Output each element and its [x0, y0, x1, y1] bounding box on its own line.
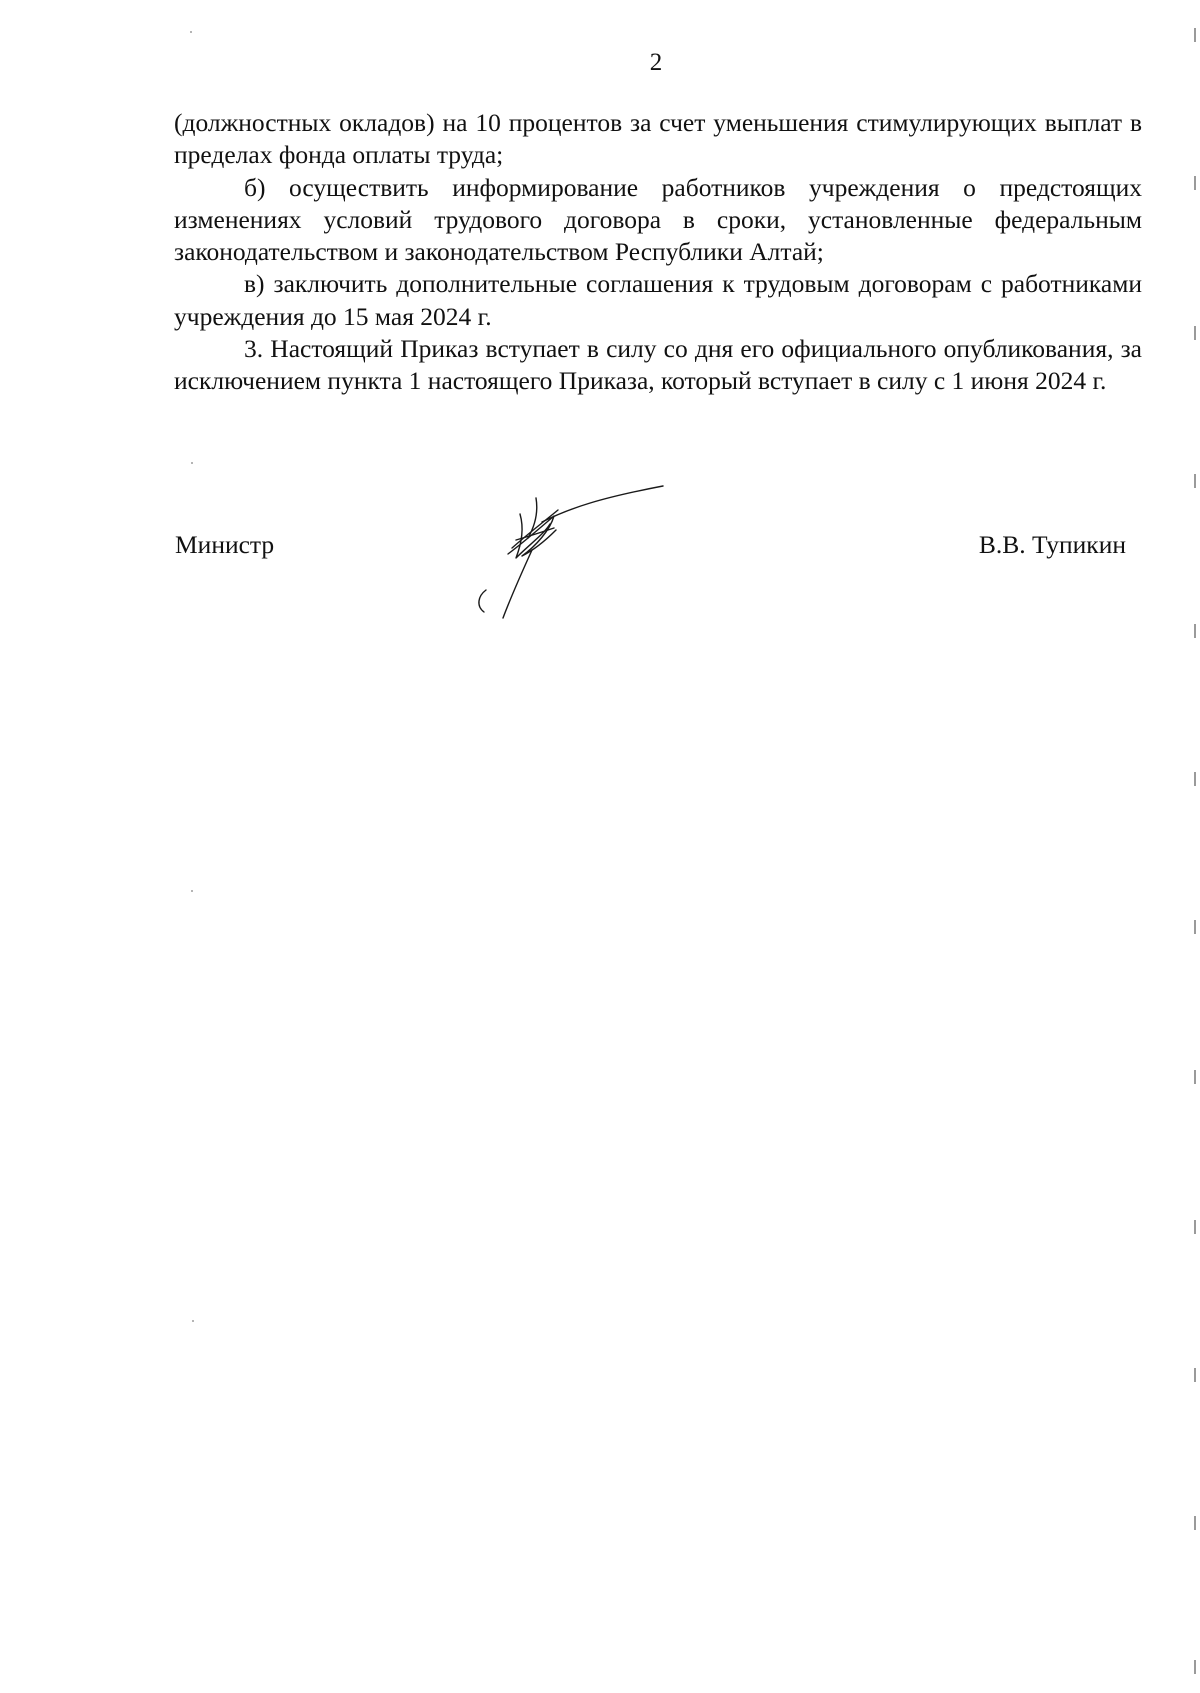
scan-margin-mark: [1194, 474, 1196, 488]
scan-dot: [191, 890, 193, 892]
scan-margin-mark: [1194, 920, 1196, 934]
scan-margin-mark: [1194, 28, 1196, 42]
scan-margin-mark: [1194, 1660, 1196, 1674]
scan-margin-mark: [1194, 1516, 1196, 1530]
paragraph-item-v: в) заключить дополнительные соглашения к трудовым договорам с работниками учреждения до 15 мая 2024 г.: [174, 269, 1142, 331]
scan-margin-mark: [1194, 772, 1196, 786]
scan-margin-mark: [1194, 1368, 1196, 1382]
scan-margin-mark: [1194, 1070, 1196, 1084]
scan-margin-mark: [1194, 1220, 1196, 1234]
scan-dot: [192, 1320, 194, 1322]
document-body: [174, 107, 1142, 398]
handwritten-signature: [450, 480, 680, 630]
page-number: 2: [649, 49, 663, 76]
signatory-title: Министр: [175, 530, 275, 559]
paragraph-continuation: (должностных окладов) на 10 процентов за счет уменьшения стимулирующих выплат в пределах фонда оплаты труда;: [174, 108, 1142, 170]
scan-margin-mark: [1194, 624, 1196, 638]
scan-dot: [190, 31, 192, 33]
paragraph-clause-3: 3. Настоящий Приказ вступает в силу со дня его официального опубликования, за исключением пункта 1 настоящего Приказа, который вступает в силу с 1 июня 2024 г.: [174, 334, 1142, 396]
scan-dot: [191, 462, 193, 464]
scan-margin-mark: [1194, 326, 1196, 340]
scan-margin-mark: [1194, 176, 1196, 190]
paragraph-item-b: б) осуществить информирование работников учреждения о предстоящих изменениях условий трудового договора в сроки, установленные федеральным законодательством и законодательством Республики Алтай;: [174, 172, 1142, 267]
signatory-name: В.В. Тупикин: [978, 530, 1126, 559]
